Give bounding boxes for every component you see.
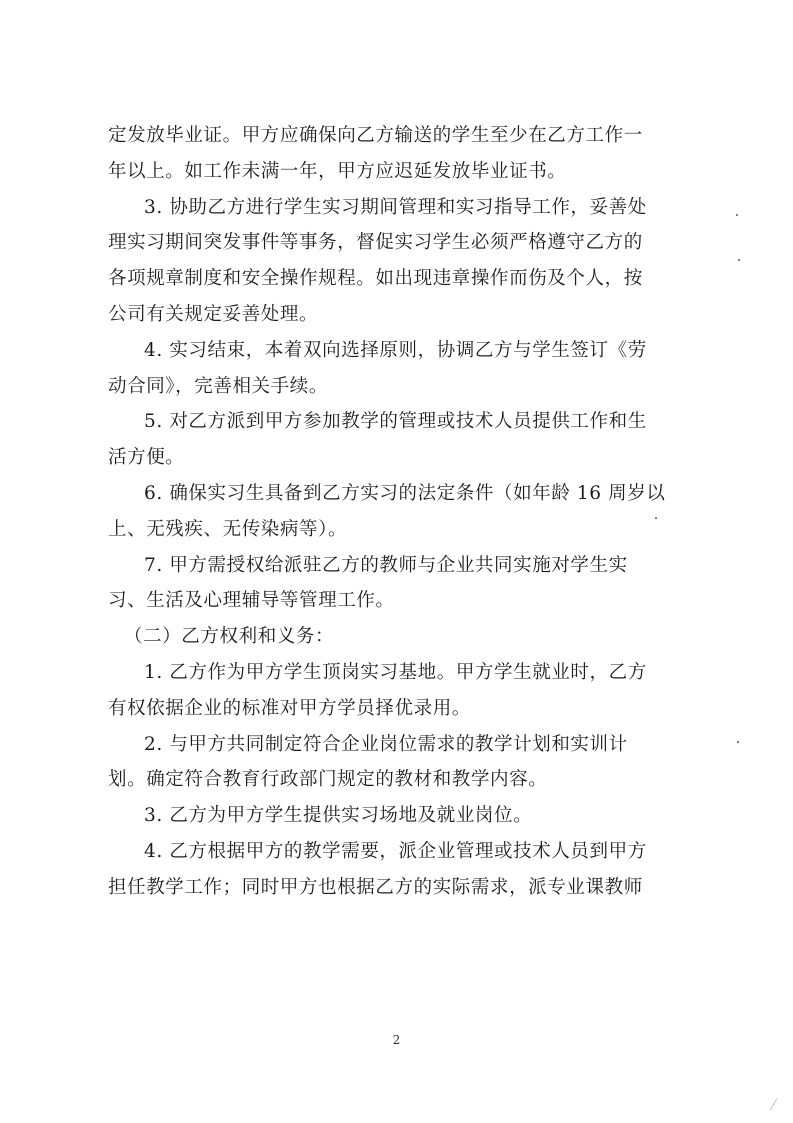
text-line: 2. 与甲方共同制定符合企业岗位需求的教学计划和实训计 [144,733,628,755]
text-line: 7. 甲方需授权给派驻乙方的教师与企业共同实施对学生实 [144,554,628,576]
text-line: 习、生活及心理辅导等管理工作。 [108,590,395,612]
text-line: 3. 协助乙方进行学生实习期间管理和实习指导工作，妥善处 [144,196,647,218]
text-line: 有权依据企业的标准对甲方学员择优录用。 [108,697,471,719]
scan-speck [736,214,738,216]
text-line: 活方便。 [108,447,185,469]
text-line: 年以上。如工作未满一年，甲方应迟延发放毕业证书。 [108,160,567,182]
text-line: 6. 确保实习生具备到乙方实习的法定条件（如年龄 16 周岁以 [144,482,666,504]
text-line: 公司有关规定妥善处理。 [108,303,319,325]
scan-speck [737,741,739,743]
text-line: 上、无残疾、无传染病等）。 [108,518,348,540]
text-line: 3. 乙方为甲方学生提供实习场地及就业岗位。 [144,805,533,827]
scan-speck [738,259,740,261]
text-line: 划。确定符合教育行政部门规定的教材和教学内容。 [108,769,548,791]
scan-speck [655,517,657,519]
document-body [108,118,708,906]
text-line: 4. 乙方根据甲方的教学需要，派企业管理或技术人员到甲方 [144,840,647,862]
text-line: 动合同》，完善相关手续。 [108,375,328,397]
text-line: 5. 对乙方派到甲方参加教学的管理或技术人员提供工作和生 [144,411,647,433]
text-line: 担任教学工作；同时甲方也根据乙方的实际需求，派专业课教师 [108,876,643,898]
scan-edge-mark [770,1098,790,1118]
text-line: 理实习期间突发事件等事务，督促实习学生必须严格遵守乙方的 [108,232,643,254]
text-line: 1. 乙方作为甲方学生顶岗实习基地。甲方学生就业时，乙方 [144,661,647,683]
text-line: 各项规章制度和安全操作规程。如出现违章操作而伤及个人，按 [108,268,643,290]
section-heading: （二）乙方权利和义务： [124,626,335,648]
page-number: 2 [392,1033,401,1047]
text-line: 定发放毕业证。甲方应确保向乙方输送的学生至少在乙方工作一 [108,125,643,146]
text-line: 4. 实习结束，本着双向选择原则，协调乙方与学生签订《劳 [144,339,647,361]
